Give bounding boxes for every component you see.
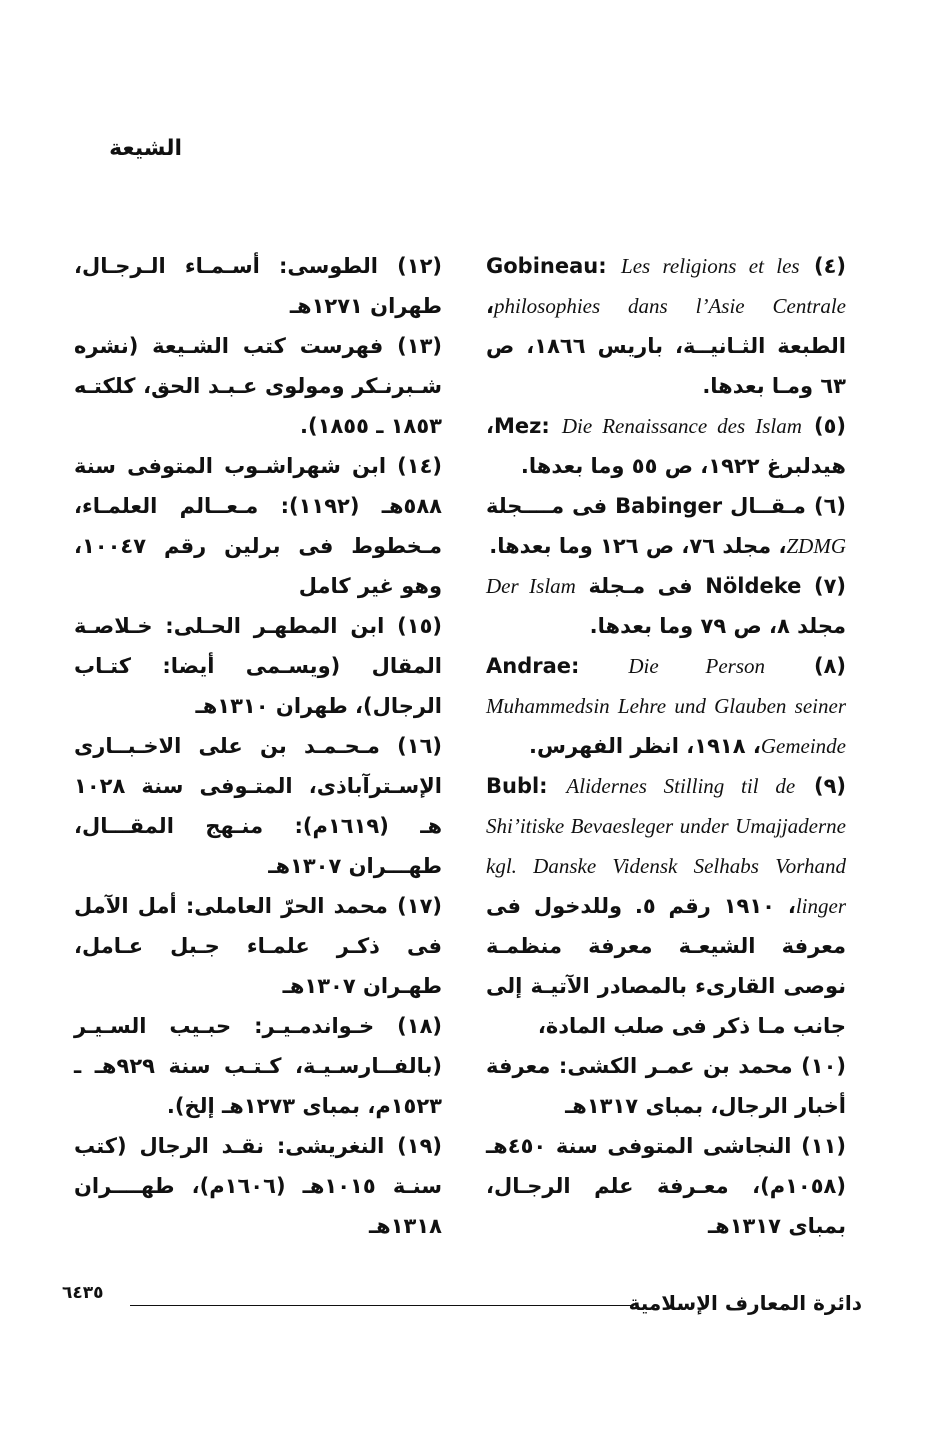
footnote-number: (٨) xyxy=(813,654,847,678)
footnote-text: ابن شهراشـوب المتوفى سنة ٥٨٨هـ (١١٩٢): مـعــالم العلمـاء، مـخطوط فى برلين رقم ١٠٠٤٧، وهو غير كامل xyxy=(74,454,442,598)
latin-title: ZDMG xyxy=(786,534,846,558)
left-column xyxy=(74,246,442,1246)
footnote-number: (١٢) xyxy=(397,254,442,278)
footnote-text: Gobineau: xyxy=(486,254,622,278)
footnote-text-cont: ، ١٩١٠ رقم ٥. وللدخول فى معرفة الشيعـة معرفة منظمـة نوصى القارىء بالمصادر الآتيـة إلى جانب مـا ذكر فى صلب المادة، xyxy=(486,894,846,1038)
footnote-11 xyxy=(486,1126,846,1246)
footnote-number: (٤) xyxy=(813,254,847,278)
footnote-text-cont: ، مجلد ٧٦، ص ١٢٦ وما بعدها. xyxy=(489,534,787,558)
footnote-number: (١١) xyxy=(801,1134,846,1158)
footnote-text: النغريشى: نقـد الرجال (كتب سنـة ١٠١٥هـ (١٦٠٦م)، طهــــران ١٣١٨هـ xyxy=(74,1134,442,1238)
footnote-text: خـواندمـيـر: حبـيب السـيـر (بالفــارسـيـة، كـتـب سنة ٩٢٩هـ ـ ١٥٢٣م، بمباى ١٢٧٣هـ إلخ). xyxy=(74,1014,442,1118)
latin-title: Die Person Muhammedsin Lehre und Glauben seiner Gemeinde xyxy=(486,654,846,758)
footnote-text: الطوسى: أسـمـاء الـرجـال، طهران ١٢٧١هـ xyxy=(74,254,442,318)
footnote-19 xyxy=(74,1126,442,1246)
footnote-text: مـقــال Babinger فى مــــجلة xyxy=(486,494,806,518)
latin-title: Les religions et les philosophies dans l’Asie Centrale xyxy=(493,254,846,318)
footnote-16 xyxy=(74,726,442,886)
footnote-9 xyxy=(486,766,846,1046)
footnote-4 xyxy=(486,246,846,406)
footer-rule xyxy=(130,1305,634,1306)
footnote-text: Mez: xyxy=(493,414,562,438)
footnote-text: ابن المطهـر الحـلى: خـلاصـة المقال (ويسـمى أيضا: كتـاب الرجال)، طهران ١٣١٠هـ xyxy=(74,614,442,718)
footnote-7 xyxy=(486,566,846,646)
footnote-number: (١٩) xyxy=(397,1134,442,1158)
footnote-number: (١٠) xyxy=(801,1054,846,1078)
footnote-number: (٦) xyxy=(813,494,846,518)
latin-title: Alidernes Stilling til de Shi’itiske Bevaesleger under Umajjaderne kgl. Danske Vidensk Selhabs Vorhand linger xyxy=(486,774,847,918)
right-column xyxy=(486,246,846,1246)
footnote-12 xyxy=(74,246,442,326)
footer-title: دائرة المعارف الإسلامية xyxy=(628,1291,862,1315)
footnote-6 xyxy=(486,486,846,566)
footnote-15 xyxy=(74,606,442,726)
footnote-number: (٥) xyxy=(813,414,847,438)
footnote-18 xyxy=(74,1006,442,1126)
footnote-text: Nöldeke فى مـجلة xyxy=(575,574,802,598)
footnote-text-cont: مجلد ٨، ص ٧٩ وما بعدها. xyxy=(589,614,846,638)
footnote-number: (١٦) xyxy=(397,734,443,758)
footnote-number: (١٨) xyxy=(397,1014,443,1038)
footnote-13 xyxy=(74,326,442,446)
footnote-10 xyxy=(486,1046,846,1126)
footnote-number: (١٥) xyxy=(397,614,442,638)
footnote-text: فهرست كتب الشـيعة (نشره شـبرنـكر ومولوى عـبـد الحق، كلكتـه ١٨٥٣ ـ ١٨٥٥). xyxy=(74,334,442,438)
footnote-number: (٧) xyxy=(813,574,847,598)
footnote-17 xyxy=(74,886,442,1006)
footnote-text-cont: ، الطبعة الثـانيــة، باريس ١٨٦٦، ص ٦٣ ومـا بعدها. xyxy=(486,294,847,398)
footnote-8 xyxy=(486,646,846,766)
page-footer xyxy=(62,1283,862,1323)
footnote-14 xyxy=(74,446,442,606)
latin-title: Die Renaissance des Islam xyxy=(561,414,802,438)
footnote-number: (١٣) xyxy=(397,334,442,358)
running-header: الشيعة xyxy=(109,136,182,161)
footnote-5 xyxy=(486,406,846,486)
footnote-text: محمد بن عمـر الكشى: معرفة أخبار الرجال، بمباى ١٣١٧هـ xyxy=(486,1054,846,1118)
footnote-text: مـحـمـد بن على الاخـبــارى الإسـترآباذى، المتـوفى سنة ١٠٢٨ هـ (١٦١٩م): منـهج المقـــال، طهـــران ١٣٠٧هـ xyxy=(74,734,443,878)
footnote-number: (٩) xyxy=(813,774,846,798)
footnote-text: محمد الحرّ العاملى: أمل الآمل فى ذكـر علمـاء جـبل عـامل، طهـران ١٣٠٧هـ xyxy=(74,894,442,998)
footnote-number: (١٤) xyxy=(397,454,442,478)
footnote-text: Andrae: xyxy=(486,654,629,678)
footnote-text-cont: ، ١٩١٨، انظر الفهرس. xyxy=(528,734,761,758)
footnote-text: Bubl: xyxy=(486,774,567,798)
latin-title: Der Islam xyxy=(486,574,576,598)
footnote-number: (١٧) xyxy=(397,894,442,918)
footnote-text-cont: ، هيدلبرغ ١٩٢٢، ص ٥٥ وما بعدها. xyxy=(486,414,846,478)
footnote-text: النجاشى المتوفى سنة ٤٥٠هـ (١٠٥٨م)، معـرفة علم الرجـال، بمباى ١٣١٧هـ xyxy=(486,1134,846,1238)
page-number: ٦٤٣٥ xyxy=(62,1283,104,1303)
